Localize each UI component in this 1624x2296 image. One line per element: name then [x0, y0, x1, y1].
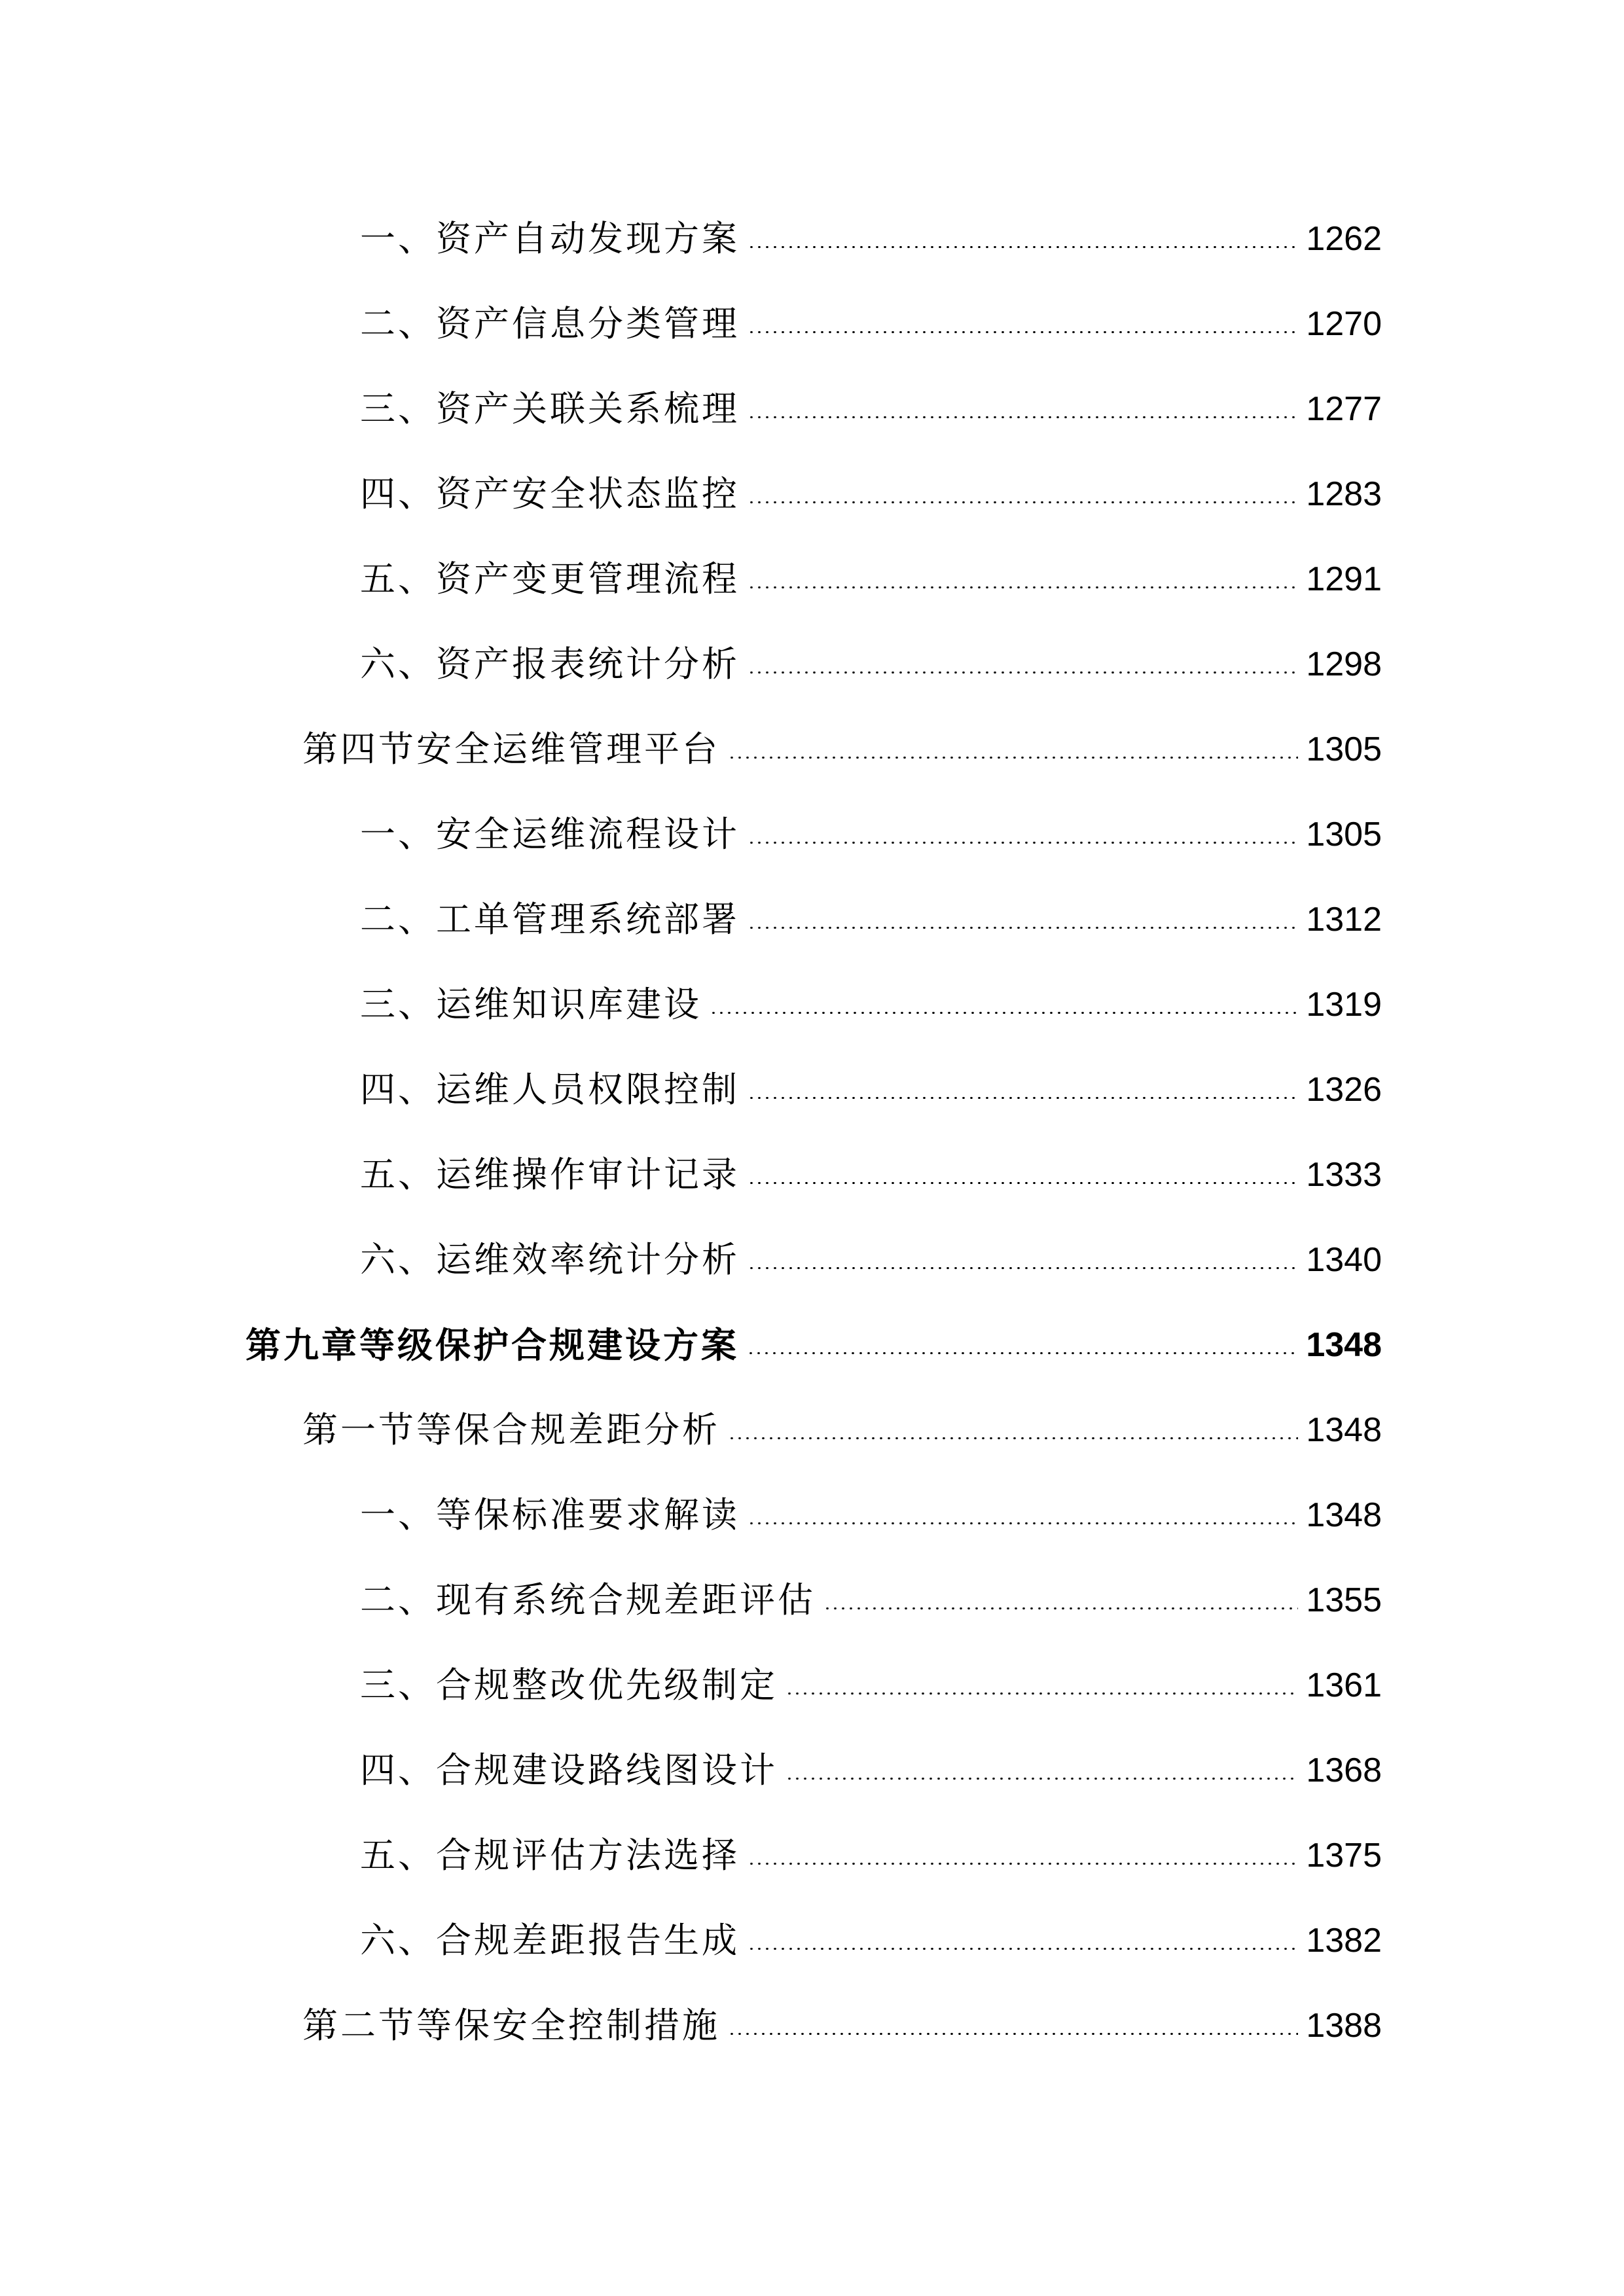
toc-entry-title: 六、运维效率统计分析 [360, 1239, 740, 1280]
toc-entry[interactable] [360, 1911, 1382, 1970]
toc-entry-title: 六、合规差距报告生成 [360, 1920, 740, 1961]
toc-entry-page: 1368 [1306, 1751, 1382, 1789]
dot-leader [785, 1693, 1298, 1695]
toc-entry-page: 1388 [1306, 2007, 1382, 2045]
dot-leader [748, 1097, 1298, 1099]
dot-leader [728, 1437, 1298, 1439]
toc-entry-page: 1333 [1306, 1156, 1382, 1194]
dot-leader [823, 1607, 1298, 1609]
dot-leader [748, 331, 1298, 333]
toc-entry-title: 五、资产变更管理流程 [360, 558, 740, 600]
dot-leader [728, 757, 1298, 759]
toc-entry[interactable] [360, 1741, 1382, 1800]
toc-entry-title: 第二节等保安全控制措施 [302, 2005, 720, 2046]
dot-leader [748, 1863, 1298, 1865]
dot-leader [748, 1522, 1298, 1524]
toc-entry[interactable] [360, 550, 1382, 609]
toc-entry[interactable] [360, 1060, 1382, 1119]
toc-entry-title: 三、运维知识库建设 [360, 984, 702, 1025]
dot-leader [748, 501, 1298, 503]
toc-entry[interactable] [360, 1826, 1382, 1885]
toc-entry-page: 1340 [1306, 1241, 1382, 1279]
toc-entry-page: 1298 [1306, 645, 1382, 683]
toc-entry-title: 二、工单管理系统部署 [360, 899, 740, 940]
toc-entry[interactable] [360, 1145, 1382, 1204]
toc-entry-section[interactable] [302, 720, 1382, 779]
toc-entry-page: 1348 [1306, 1326, 1382, 1364]
toc-entry-title: 一、等保标准要求解读 [360, 1494, 740, 1535]
dot-leader [748, 1182, 1298, 1184]
toc-entry-title: 二、现有系统合规差距评估 [360, 1579, 816, 1621]
toc-entry-title: 三、合规整改优先级制定 [360, 1664, 778, 1706]
toc-entry[interactable] [360, 380, 1382, 439]
toc-entry-page: 1375 [1306, 1837, 1382, 1874]
toc-entry-page: 1270 [1306, 305, 1382, 343]
dot-leader [748, 586, 1298, 588]
toc-entry[interactable] [360, 1656, 1382, 1715]
toc-entry-page: 1355 [1306, 1581, 1382, 1619]
toc-entry-title: 一、资产自动发现方案 [360, 218, 740, 259]
dot-leader [710, 1012, 1298, 1014]
dot-leader [785, 1778, 1298, 1780]
toc-entry-page: 1283 [1306, 475, 1382, 513]
toc-entry[interactable] [360, 1486, 1382, 1545]
dot-leader [747, 1352, 1298, 1354]
toc-entry-title: 四、运维人员权限控制 [360, 1069, 740, 1110]
dot-leader [748, 246, 1298, 248]
toc-entry[interactable] [360, 890, 1382, 949]
toc-entry-page: 1305 [1306, 730, 1382, 768]
toc-entry-page: 1319 [1306, 986, 1382, 1024]
toc-entry-title: 三、资产关联关系梳理 [360, 388, 740, 429]
toc-entry-chapter[interactable] [245, 1316, 1382, 1374]
toc-entry-page: 1361 [1306, 1666, 1382, 1704]
toc-entry-title: 一、安全运维流程设计 [360, 814, 740, 855]
toc-entry-page: 1348 [1306, 1411, 1382, 1449]
toc-entry-page: 1305 [1306, 816, 1382, 853]
toc-entry-page: 1326 [1306, 1071, 1382, 1109]
toc-entry-title: 六、资产报表统计分析 [360, 643, 740, 685]
toc-entry[interactable] [360, 975, 1382, 1034]
toc-entry[interactable] [360, 465, 1382, 524]
dot-leader [748, 842, 1298, 844]
dot-leader [748, 1948, 1298, 1950]
toc-entry-title: 四、合规建设路线图设计 [360, 1749, 778, 1791]
toc-entry-section[interactable] [302, 1401, 1382, 1460]
dot-leader [748, 1267, 1298, 1269]
toc-entry[interactable] [360, 1571, 1382, 1630]
toc-entry-page: 1262 [1306, 220, 1382, 258]
toc-entry-title: 第四节安全运维管理平台 [302, 728, 720, 770]
dot-leader [748, 416, 1298, 418]
dot-leader [748, 927, 1298, 929]
toc-entry-section[interactable] [302, 1996, 1382, 2055]
toc-entry[interactable] [360, 805, 1382, 864]
toc-entry[interactable] [360, 209, 1382, 268]
dot-leader [748, 672, 1298, 673]
toc-entry[interactable] [360, 1230, 1382, 1289]
toc-entry-page: 1291 [1306, 560, 1382, 598]
toc-entry-title: 五、运维操作审计记录 [360, 1154, 740, 1195]
toc-entry-title: 二、资产信息分类管理 [360, 303, 740, 344]
toc-entry-page: 1277 [1306, 390, 1382, 428]
toc-entry[interactable] [360, 295, 1382, 353]
toc-entry-title: 五、合规评估方法选择 [360, 1835, 740, 1876]
toc-entry-page: 1312 [1306, 901, 1382, 939]
toc-entry-title: 四、资产安全状态监控 [360, 473, 740, 514]
toc-entry[interactable] [360, 635, 1382, 694]
toc-entry-title: 第一节等保合规差距分析 [302, 1409, 720, 1450]
toc-entry-page: 1382 [1306, 1922, 1382, 1960]
toc-entry-page: 1348 [1306, 1496, 1382, 1534]
toc-entry-title: 第九章等级保护合规建设方案 [245, 1324, 739, 1366]
dot-leader [728, 2033, 1298, 2035]
